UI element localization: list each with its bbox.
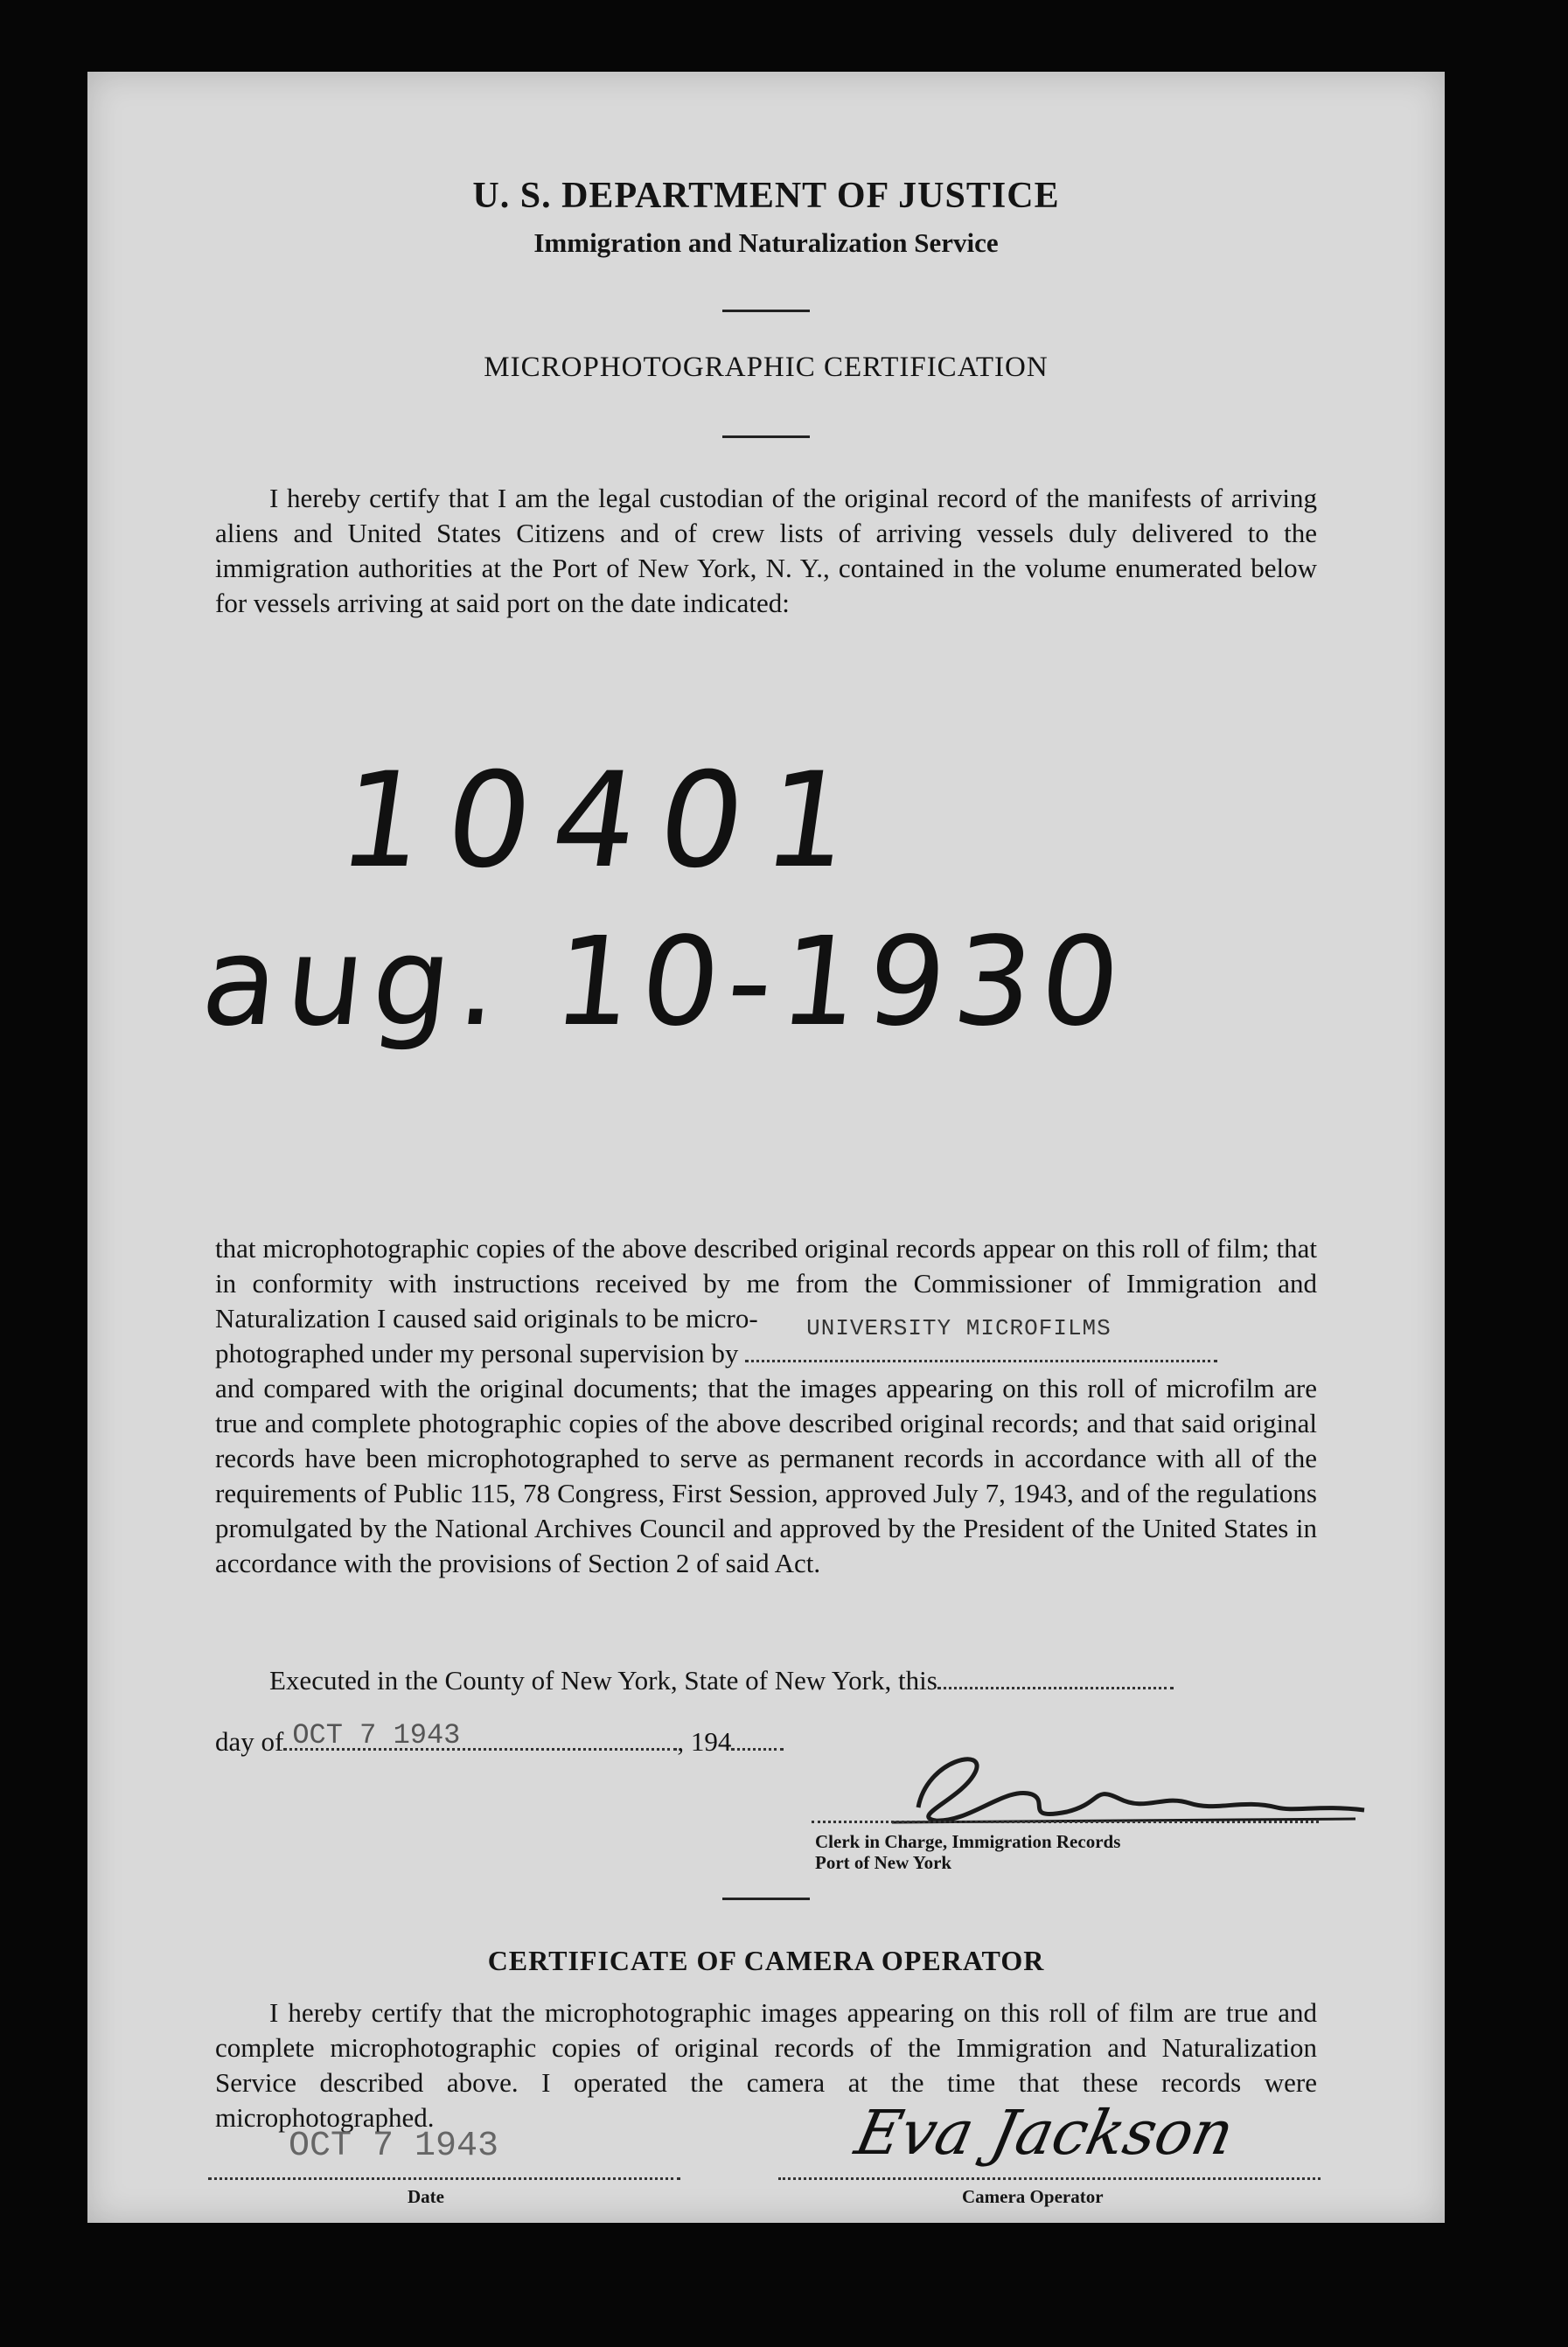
photographed-by-text: photographed under my personal supervision by <box>215 1338 739 1369</box>
day-of-blank <box>283 1719 677 1752</box>
divider <box>722 435 810 438</box>
operator-date-line <box>208 2177 680 2180</box>
operator-label: Camera Operator <box>962 2186 1104 2207</box>
photographer-blank <box>745 1315 1217 1362</box>
operator-date-label: Date <box>408 2186 444 2207</box>
clerk-title-line1: Clerk in Charge, Immigration Records <box>815 1831 1121 1852</box>
camera-operator-paragraph: I hereby certify that the microphotographic images appearing on this roll of film are true and complete microphotographic copies of original records of the Immigration and Naturalization Service described above. I operated the camera at the time that these records were microphotographed. <box>215 1997 1317 2133</box>
intro-paragraph: I hereby certify that I am the legal custodian of the original record of the manifests of arriving aliens and United States Citizens and of crew lists of arriving vessels duly delivered to the immigration authorities at the Port of New York, N. Y., contained in the volume enumerated below for vessels arriving at said port on the date indicated: <box>215 483 1317 618</box>
divider <box>722 1898 810 1900</box>
body-paragraph-part2: and compared with the original documents; that the images appearing on this roll of microfilm are true and complete photographic copies of the above described original records; and that said original records have been microphotographed to serve as permanent records in accordance with all of the requirements of Public 115, 78 Congress, First Session, approved July 7, 1943, and of the regulations promulgated by the National Archives Council and approved by the President of the United States in accordance with the provisions of Section 2 of said Act. <box>215 1373 1317 1578</box>
executed-blank <box>937 1666 1174 1689</box>
year-blank <box>731 1727 784 1751</box>
body-paragraph-part1: that microphotographic copies of the above described original records appear on this roll of film; that in conformity with instructions received by me from the Commissioner of Immigration and Naturalization I caused said originals to be micro- <box>215 1233 1317 1334</box>
certification-title: MICROPHOTOGRAPHIC CERTIFICATION <box>484 352 1049 383</box>
service-subtitle: Immigration and Naturalization Service <box>533 227 999 258</box>
operator-date-stamp: OCT 7 1943 <box>289 2127 499 2166</box>
executed-text: Executed in the County of New York, State of New York, this <box>269 1665 937 1696</box>
operator-signature-line <box>778 2177 1321 2180</box>
clerk-title-line2: Port of New York <box>815 1852 952 1873</box>
executed-line <box>215 1663 1317 1698</box>
operator-signature: Eva Jackson <box>849 2097 1240 2169</box>
certificate-sheet <box>87 72 1445 2223</box>
year-prefix: , 194 <box>677 1726 732 1757</box>
divider <box>722 310 810 312</box>
handwritten-volume-date: aug. 10-1930 <box>195 911 1135 1054</box>
date-stamp: OCT 7 1943 <box>292 1719 461 1752</box>
photographed-by-line <box>215 1315 1317 1371</box>
clerk-title <box>815 1831 1120 1873</box>
camera-operator-title: CERTIFICATE OF CAMERA OPERATOR <box>487 1945 1045 1976</box>
clerk-signature-line <box>812 1821 1319 1823</box>
day-of-label: day of <box>215 1726 284 1757</box>
handwritten-volume-number: 10401 <box>330 745 883 897</box>
microfilm-firm-typed: UNIVERSITY MICROFILMS <box>806 1315 1112 1341</box>
clerk-signature <box>805 1724 1373 1847</box>
agency-title: U. S. DEPARTMENT OF JUSTICE <box>472 176 1060 216</box>
